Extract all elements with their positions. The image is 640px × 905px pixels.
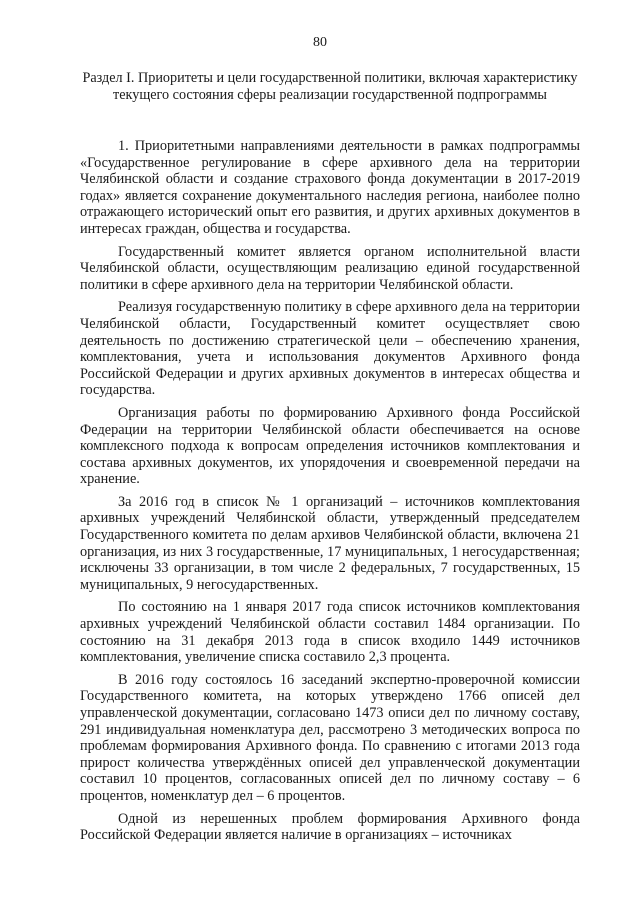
paragraph: Реализуя государственную политику в сфере архивного дела на территории Челябинской области, Государственный комитет осуществляет свою деятельность по достижению стратегической цели – обеспечению хранения, комплектования, учета и использования документов Архивного фонда Российской Федерации и других архивных документов в интересах общества и государства.: [80, 299, 580, 399]
paragraph: По состоянию на 1 января 2017 года список источников комплектования архивных учреждений Челябинской области составил 1484 организации. По состоянию на 31 декабря 2013 года в список входило 1449 источников комплектования, увеличение списка составило 2,3 процента.: [80, 599, 580, 666]
paragraph: За 2016 год в список № 1 организаций – источников комплектования архивных учреждений Челябинской области, утвержденный председателем Государственного комитета по делам архивов Челябинской области, включена 21 организация, из них 3 государственные, 17 муниципальных, 1 негосударственная; исключены 33 организации, в том числе 2 федеральных, 7 государственных, 15 муниципальных, 9 негосударственных.: [80, 493, 580, 593]
section-heading: Раздел I. Приоритеты и цели государственной политики, включая характеристику текущего состояния сферы реализации государственной подпрограммы: [82, 70, 578, 103]
paragraph: Одной из нерешенных проблем формирования Архивного фонда Российской Федерации является наличие в организациях – источниках: [80, 810, 580, 844]
page-number: 80: [313, 35, 327, 50]
paragraph: В 2016 году состоялось 16 заседаний экспертно-проверочной комиссии Государственного комитета, на которых утверждено 1766 описей дел управленческой документации, согласовано 1473 описи дел по личному составу, 291 индивидуальная номенклатура дел, рассмотрено 3 методических вопроса по проблемам формирования Архивного фонда. По сравнению с итогами 2013 года прирост количества утверждённых описей дел управленческой документации составил 10 процентов, согласованных описей дел по личному составу – 6 процентов, номенклатур дел – 6 процентов.: [80, 671, 580, 804]
paragraph: 1. Приоритетными направлениями деятельности в рамках подпрограммы «Государственное регулирование в сфере архивного дела на территории Челябинской области и создание страхового фонда документации в 2017-2019 годах» является сохранение документального наследия региона, наиболее полно отражающего исторический опыт его развития, и других архивных документов в интересах граждан, общества и государства.: [80, 138, 580, 237]
paragraph: Организация работы по формированию Архивного фонда Российской Федерации на территории Челябинской области обеспечивается на основе комплексного подхода к вопросам определения источников комплектования и состава архивных документов, их упорядочения и своевременной передачи на хранение.: [80, 404, 580, 488]
document-body: [80, 138, 580, 844]
paragraph: Государственный комитет является органом исполнительной власти Челябинской области, осуществляющим реализацию единой государственной политики в сфере архивного дела на территории Челябинской области.: [80, 243, 580, 293]
